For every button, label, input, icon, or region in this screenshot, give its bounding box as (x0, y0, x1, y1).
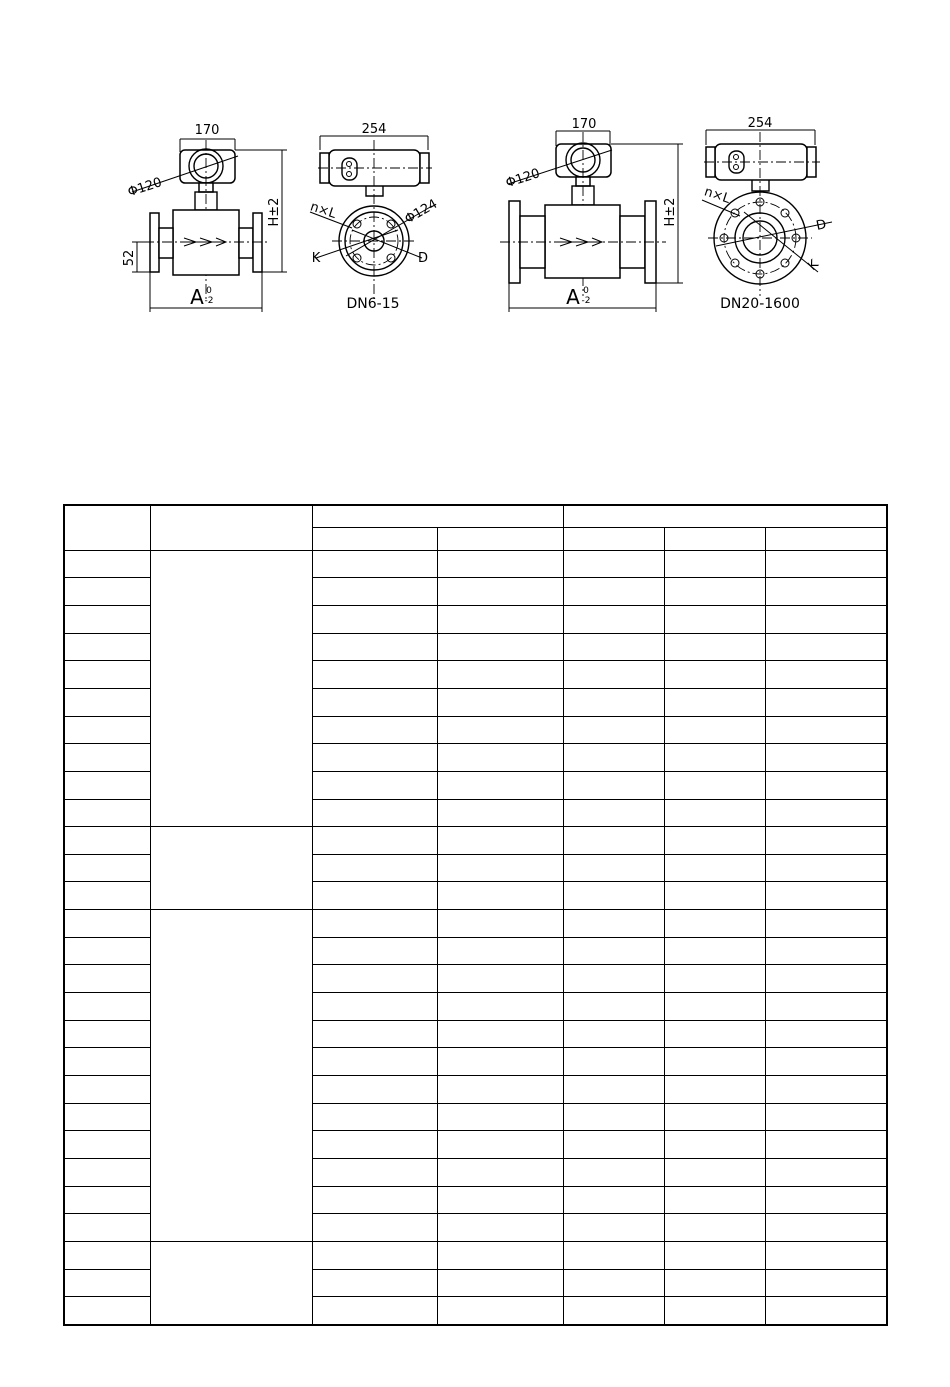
table-cell (563, 605, 664, 633)
table-cell (64, 1297, 150, 1325)
label-d-large: D (814, 217, 828, 234)
label-nxl-small: n×L (308, 199, 338, 222)
table-cell (312, 716, 437, 744)
table-cell (765, 882, 887, 910)
table-cell (765, 1076, 887, 1104)
table-cell (437, 1186, 563, 1214)
table-cell (64, 1076, 150, 1104)
caption-dn6-15: DN6-15 (346, 296, 400, 312)
table-cell (563, 1214, 664, 1242)
dim-phi120-small: Φ120 (125, 175, 164, 201)
table-cell (563, 1159, 664, 1187)
table-cell (437, 1048, 563, 1076)
table-cell (765, 937, 887, 965)
table-cell (437, 1214, 563, 1242)
table-cell (563, 854, 664, 882)
table-cell (765, 799, 887, 827)
table-cell (765, 827, 887, 855)
table-cell (765, 744, 887, 772)
table-cell (64, 605, 150, 633)
dim-254-large: 254 (747, 116, 773, 131)
table-cell (64, 1131, 150, 1159)
dimension-table (63, 504, 886, 1326)
table-cell (312, 688, 437, 716)
table-cell (664, 633, 765, 661)
table-cell (765, 910, 887, 938)
table-cell (312, 965, 437, 993)
table-cell (563, 1186, 664, 1214)
table-cell (765, 661, 887, 689)
table-cell (64, 661, 150, 689)
table-cell (563, 882, 664, 910)
spec-table (63, 504, 888, 1326)
table-cell (664, 1131, 765, 1159)
table-cell (437, 1297, 563, 1325)
table-cell (765, 688, 887, 716)
table-row (64, 910, 887, 938)
table-cell (664, 1076, 765, 1104)
table-cell (312, 827, 437, 855)
table-cell (437, 937, 563, 965)
table-cell (312, 1131, 437, 1159)
table-cell (437, 688, 563, 716)
table-cell (64, 578, 150, 606)
table-cell (437, 965, 563, 993)
table-cell (312, 993, 437, 1021)
table-cell (312, 633, 437, 661)
table-cell (437, 661, 563, 689)
table-cell (64, 1159, 150, 1187)
table-cell (664, 1269, 765, 1297)
table-cell (765, 1214, 887, 1242)
table-cell (563, 910, 664, 938)
table-cell (437, 1242, 563, 1270)
dim-phi124: Φ124 (402, 196, 441, 228)
table-cell (563, 633, 664, 661)
table-cell (64, 1020, 150, 1048)
table-cell (437, 1159, 563, 1187)
table-cell (312, 1076, 437, 1104)
table-group-cell (150, 1242, 312, 1326)
header-cell-group-b (563, 505, 887, 527)
table-cell (664, 550, 765, 578)
table-row (64, 550, 887, 578)
table-cell (664, 827, 765, 855)
table-cell (664, 854, 765, 882)
table-cell (312, 854, 437, 882)
table-cell (664, 937, 765, 965)
table-group-cell (150, 827, 312, 910)
dim-height-small: H±2 (267, 197, 282, 227)
table-cell (664, 965, 765, 993)
table-cell (664, 1020, 765, 1048)
table-cell (437, 605, 563, 633)
table-cell (664, 1186, 765, 1214)
table-cell (563, 1131, 664, 1159)
table-cell (312, 1242, 437, 1270)
table-cell (312, 1186, 437, 1214)
table-cell (563, 1103, 664, 1131)
table-cell (312, 882, 437, 910)
table-cell (312, 1159, 437, 1187)
table-cell (563, 1242, 664, 1270)
table-cell (765, 1186, 887, 1214)
table-cell (765, 1048, 887, 1076)
table-cell (664, 993, 765, 1021)
table-cell (312, 799, 437, 827)
table-cell (664, 744, 765, 772)
dim-height-large: H±2 (663, 197, 678, 227)
table-cell (437, 1103, 563, 1131)
table-cell (64, 771, 150, 799)
table-cell (437, 1131, 563, 1159)
header-cell-h (437, 527, 563, 550)
table-cell (664, 1214, 765, 1242)
table-cell (437, 827, 563, 855)
table-cell (64, 550, 150, 578)
table-cell (664, 799, 765, 827)
dim-length-large: A (566, 285, 580, 309)
table-cell (437, 771, 563, 799)
table-cell (664, 882, 765, 910)
table-cell (563, 771, 664, 799)
table-cell (312, 550, 437, 578)
table-group-cell (150, 910, 312, 1242)
table-cell (312, 1269, 437, 1297)
table-header-row-1 (64, 505, 887, 527)
table-cell (312, 744, 437, 772)
table-cell (64, 1242, 150, 1270)
table-cell (64, 993, 150, 1021)
table-cell (64, 882, 150, 910)
tol-lower-large: -2 (581, 296, 591, 306)
table-cell (437, 799, 563, 827)
table-cell (664, 910, 765, 938)
table-cell (563, 661, 664, 689)
table-cell (664, 1242, 765, 1270)
table-row (64, 827, 887, 855)
table-cell (664, 716, 765, 744)
table-cell (312, 937, 437, 965)
table-cell (563, 1297, 664, 1325)
table-cell (312, 910, 437, 938)
table-cell (563, 1020, 664, 1048)
table-cell (563, 1048, 664, 1076)
table-cell (765, 550, 887, 578)
small-meter-side-view (122, 123, 287, 312)
table-cell (64, 716, 150, 744)
table-cell (563, 827, 664, 855)
large-meter-front-view (702, 116, 832, 312)
dim-170-small: 170 (194, 123, 220, 138)
dim-254-small: 254 (361, 122, 387, 137)
table-cell (664, 688, 765, 716)
table-cell (64, 1269, 150, 1297)
table-cell (437, 550, 563, 578)
table-cell (563, 550, 664, 578)
table-cell (563, 744, 664, 772)
table-cell (437, 1076, 563, 1104)
header-cell-group-a (312, 505, 563, 527)
table-cell (64, 1048, 150, 1076)
table-cell (312, 771, 437, 799)
table-cell (312, 1048, 437, 1076)
table-cell (765, 965, 887, 993)
table-cell (765, 1159, 887, 1187)
table-cell (664, 1297, 765, 1325)
table-cell (64, 744, 150, 772)
large-meter-side-view (500, 117, 683, 312)
table-cell (664, 771, 765, 799)
table-cell (765, 1297, 887, 1325)
table-cell (437, 744, 563, 772)
table-cell (437, 854, 563, 882)
table-cell (765, 993, 887, 1021)
small-meter-front-view (308, 122, 440, 312)
table-cell (64, 1214, 150, 1242)
dim-52: 52 (122, 249, 137, 267)
table-cell (312, 1020, 437, 1048)
dim-length-small: A (190, 285, 204, 309)
header-cell-caliber (64, 505, 150, 550)
table-cell (312, 1214, 437, 1242)
table-cell (64, 1103, 150, 1131)
table-cell (563, 688, 664, 716)
dim-phi120-large: Φ120 (503, 166, 542, 192)
tol-upper-small: 0 (206, 286, 212, 296)
table-cell (765, 1131, 887, 1159)
label-k-large: K (805, 257, 822, 274)
table-cell (664, 605, 765, 633)
table-cell (437, 578, 563, 606)
table-cell (437, 1020, 563, 1048)
label-k-small: K (311, 251, 321, 266)
table-cell (664, 661, 765, 689)
table-cell (563, 937, 664, 965)
table-cell (64, 965, 150, 993)
table-cell (765, 854, 887, 882)
dimension-drawings (0, 0, 950, 330)
table-cell (437, 993, 563, 1021)
table-cell (437, 910, 563, 938)
header-cell-k (664, 527, 765, 550)
table-cell (563, 1269, 664, 1297)
table-cell (563, 993, 664, 1021)
table-cell (765, 716, 887, 744)
dim-170-large: 170 (571, 117, 597, 132)
table-cell (765, 1269, 887, 1297)
table-cell (664, 1048, 765, 1076)
table-cell (563, 578, 664, 606)
table-cell (64, 937, 150, 965)
table-cell (437, 882, 563, 910)
table-cell (563, 799, 664, 827)
table-cell (437, 716, 563, 744)
table-cell (765, 1242, 887, 1270)
table-cell (765, 578, 887, 606)
table-cell (437, 1269, 563, 1297)
table-cell (64, 910, 150, 938)
table-cell (765, 1020, 887, 1048)
header-cell-d (563, 527, 664, 550)
table-group-cell (150, 550, 312, 827)
header-cell-a (312, 527, 437, 550)
table-cell (664, 1159, 765, 1187)
label-d-small: D (417, 251, 429, 266)
caption-dn20-1600: DN20-1600 (720, 296, 800, 312)
table-cell (64, 854, 150, 882)
table-cell (312, 578, 437, 606)
table-cell (64, 633, 150, 661)
table-cell (765, 1103, 887, 1131)
tol-upper-large: 0 (583, 286, 589, 296)
table-cell (563, 1076, 664, 1104)
table-cell (64, 1186, 150, 1214)
table-cell (765, 605, 887, 633)
table-cell (312, 661, 437, 689)
table-cell (64, 688, 150, 716)
table-cell (563, 716, 664, 744)
table-cell (664, 578, 765, 606)
table-cell (765, 633, 887, 661)
header-cell-pressure (150, 505, 312, 550)
table-cell (312, 1297, 437, 1325)
table-cell (312, 1103, 437, 1131)
table-cell (563, 965, 664, 993)
table-cell (64, 827, 150, 855)
table-row (64, 1242, 887, 1270)
table-cell (437, 633, 563, 661)
tol-lower-small: -2 (204, 296, 214, 306)
table-cell (765, 771, 887, 799)
table-cell (312, 605, 437, 633)
table-cell (664, 1103, 765, 1131)
header-cell-nxl (765, 527, 887, 550)
table-cell (64, 799, 150, 827)
label-nxl-large: n×L (702, 184, 732, 207)
